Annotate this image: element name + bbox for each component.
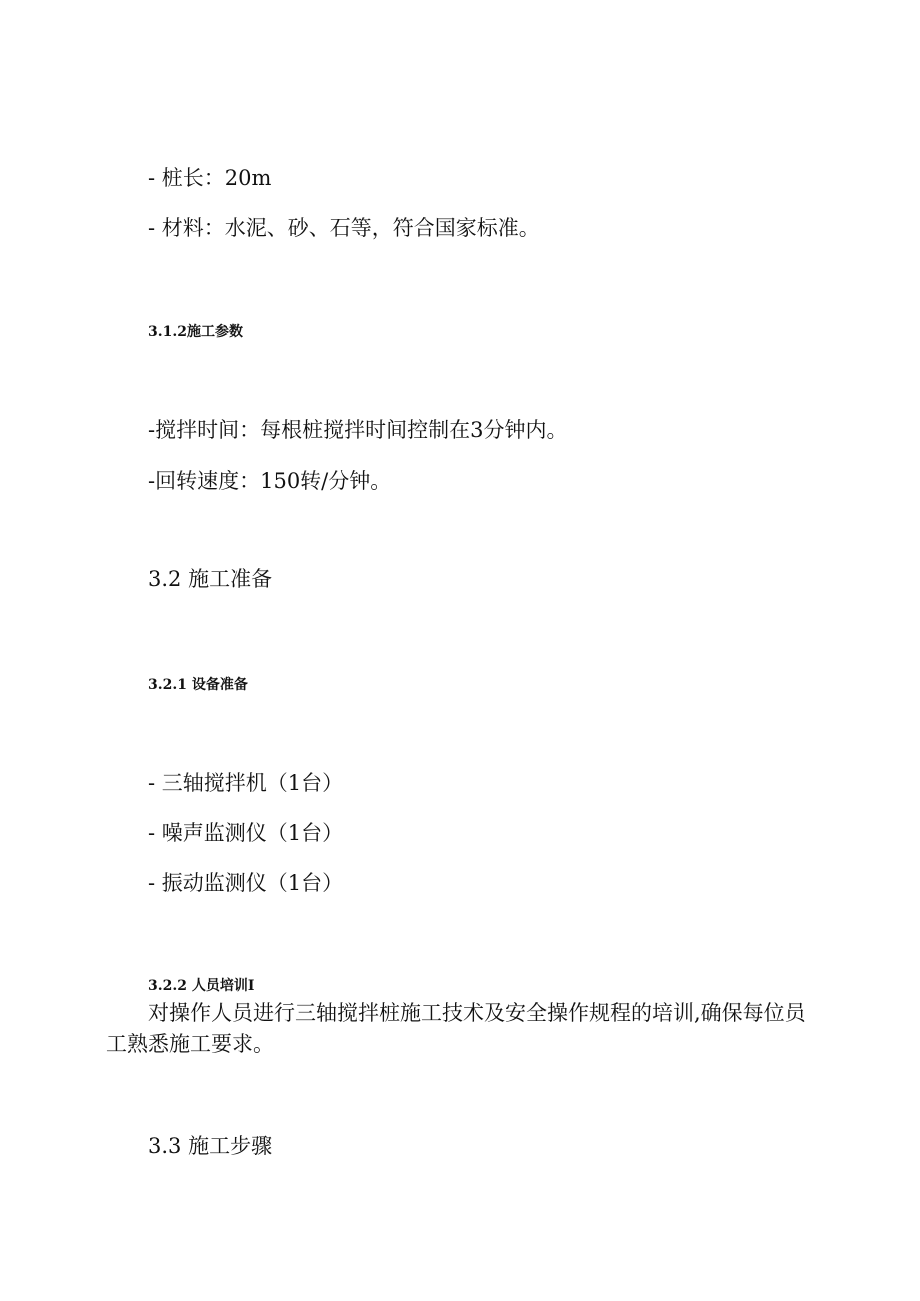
section-heading-3-3: 3.3 施工步骤 [148, 1134, 273, 1158]
subheading-3-2-2: 3.2.2 人员培训I [148, 978, 255, 994]
mixing-time-item: -搅拌时间：每根桩搅拌时间控制在3分钟内。 [148, 418, 568, 442]
rotation-speed-item: -回转速度：150转/分钟。 [148, 469, 392, 493]
equipment-item-noise-monitor: - 噪声监测仪（1台） [148, 821, 344, 845]
training-paragraph [106, 998, 826, 1060]
section-heading-3-2: 3.2 施工准备 [148, 567, 273, 591]
subheading-3-2-1: 3.2.1 设备准备 [148, 677, 248, 693]
training-text: 对操作人员进行三轴搅拌桩施工技术及安全操作规程的培训,确保每位员工熟悉施工要求。 [106, 1001, 806, 1056]
pile-length-item: - 桩长：20m [148, 166, 272, 190]
equipment-item-vibration-monitor: - 振动监测仪（1台） [148, 871, 344, 895]
subheading-3-1-2: 3.1.2施工参数 [148, 324, 243, 340]
equipment-item-mixer: - 三轴搅拌机（1台） [148, 771, 344, 795]
material-item: - 材料：水泥、砂、石等，符合国家标准。 [148, 216, 540, 240]
